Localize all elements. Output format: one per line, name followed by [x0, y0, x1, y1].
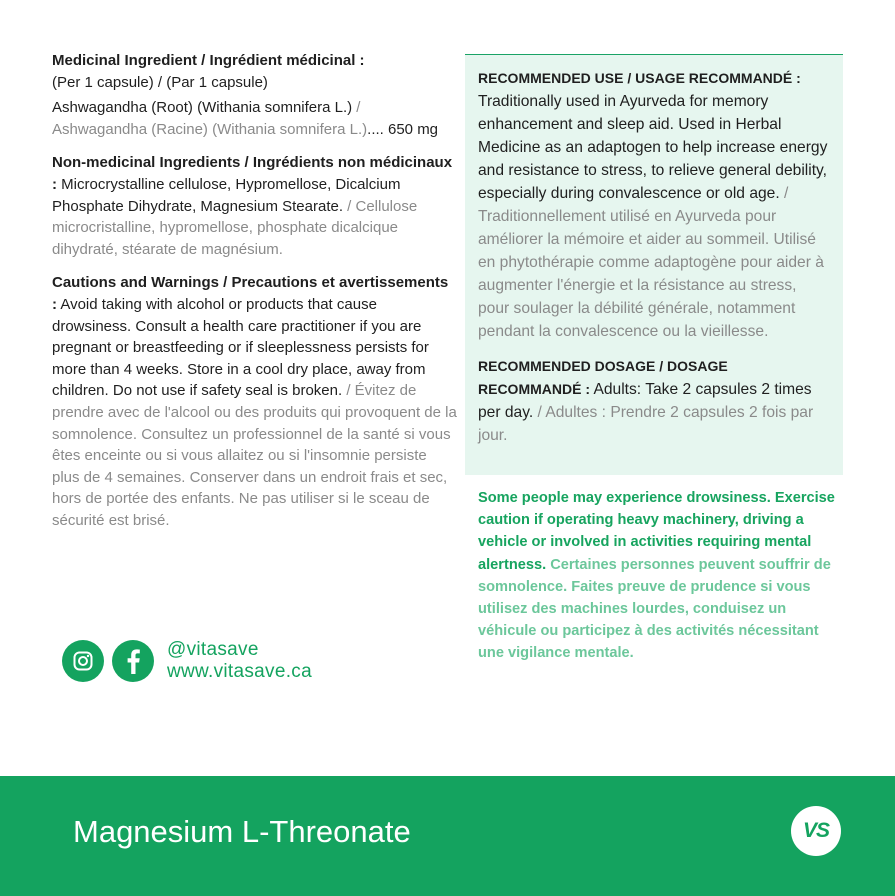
medicinal-heading: Medicinal Ingredient / Ingrédient médicinal : [52, 52, 365, 69]
product-footer-bar [0, 776, 895, 896]
warning-text-fr: Certaines personnes peuvent souffrir de somnolence. Faites preuve de prudence si vous utilisez des machines lourdes, conduisez un véhicule ou participez à des activités nécessitant une vigilance mentale. [478, 556, 831, 662]
facebook-icon[interactable] [112, 640, 154, 682]
ingredient-amount: .... 650 mg [367, 120, 439, 138]
ingredient-separator: / [352, 99, 361, 117]
recommended-dosage-heading: RECOMMENDED DOSAGE / DOSAGE RECOMMANDÉ : [478, 358, 728, 397]
per-capsule-text: (Per 1 capsule) / (Par 1 capsule) [52, 73, 268, 91]
ingredient-en: Ashwagandha (Root) (Withania somnifera L.) [52, 99, 353, 117]
instagram-icon[interactable] [62, 640, 104, 682]
product-name: Magnesium L-Threonate [73, 814, 411, 849]
warning-text-en: Some people may experience drowsiness. Exercise caution if operating heavy machinery, driving a vehicle or involved in activities requiring mental alertness. [478, 490, 835, 573]
vs-logo-text: VS [802, 819, 829, 842]
nonmedicinal-text-fr: / Cellulose microcristalline, hypromellose, phosphate dicalcique dihydraté, stéarate de magnésium. [52, 197, 418, 258]
cautions-heading: Cautions and Warnings / Precautions et avertissements : [52, 274, 449, 313]
recommended-dosage-text-fr: / Adultes : Prendre 2 capsules 2 fois par jour. [478, 404, 814, 444]
website-link[interactable]: www.vitasave.ca [167, 661, 312, 682]
medicinal-ingredient-block [52, 50, 457, 93]
drowsiness-warning [478, 487, 848, 665]
recommended-dosage-block [478, 355, 831, 447]
nonmedicinal-heading: Non-medicinal Ingredients / Ingrédients non médicinaux : [52, 154, 453, 193]
instagram-handle[interactable]: @vitasave [167, 639, 259, 660]
recommended-use-heading: RECOMMENDED USE / USAGE RECOMMANDÉ : [478, 70, 801, 86]
ingredient-line [52, 97, 457, 140]
vs-logo [791, 806, 841, 856]
social-handles [167, 639, 312, 683]
cautions-text-en: Avoid taking with alcohol or products that cause drowsiness. Consult a health care practitioner if you are pregnant or breastfeeding or if sleeplessness persists for more than 4 weeks. Store in a cool dry place, away from children. Do not use if safety seal is broken. [52, 295, 429, 400]
recommended-dosage-text-en: Adults: Take 2 capsules 2 times per day. [478, 381, 812, 421]
cautions-block [52, 272, 457, 531]
label-left-column [52, 50, 457, 539]
nonmedicinal-text-en: Microcrystalline cellulose, Hypromellose, Dicalcium Phosphate Dihydrate, Magnesium Stearate. [52, 175, 401, 215]
ingredient-fr: Ashwagandha (Racine) (Withania somnifera L.) [52, 120, 368, 138]
social-links [62, 638, 312, 684]
recommended-use-panel [465, 54, 843, 475]
recommended-use-text-en: Traditionally used in Ayurveda for memory enhancement and sleep aid. Used in Herbal Medicine as an adaptogen to help increase energy and resistance to stress, to relieve general debility, especially during convalescence or old age. [478, 93, 828, 202]
recommended-use-block [478, 67, 831, 343]
nonmedicinal-block [52, 152, 457, 260]
recommended-use-text-fr: / Traditionnellement utilisé en Ayurveda pour améliorer la mémoire et aider au sommeil. Utilisé en phytothérapie comme adaptogène pour aider à augmenter l'énergie et la résistance au stress, pour soulager la débilité générale, notamment pendant la convalescence ou la vieillesse. [478, 185, 824, 340]
cautions-text-fr: / Évitez de prendre avec de l'alcool ou des produits qui provoquent de la somnolence. Consultez un professionnel de la santé si vous êtes enceinte ou si vous allaitez ou si l'insomnie persiste plus de 4 semaines. Conserver dans un endroit frais et sec, hors de portée des enfants. Ne pas utiliser si le sceau de sécurité est brisé. [52, 382, 457, 529]
